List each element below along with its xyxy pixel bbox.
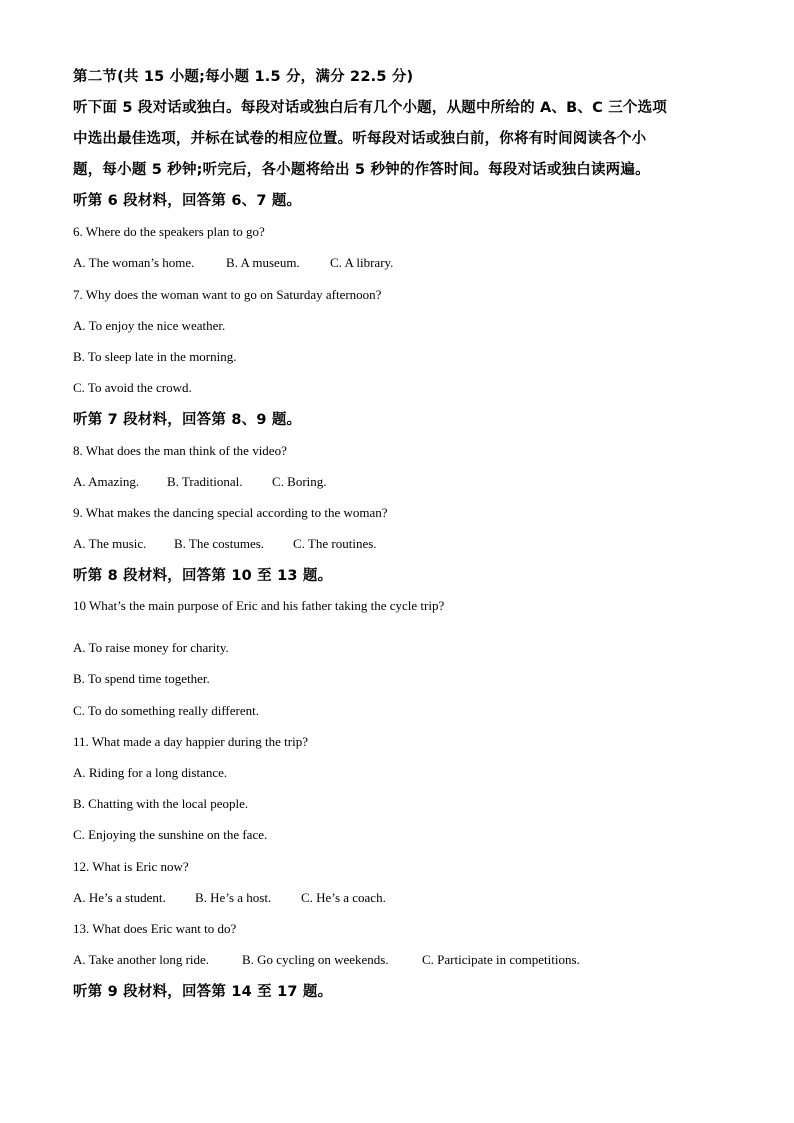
question-12-option-c[interactable]: C. He’s a coach. (301, 890, 386, 905)
group-header-8: 听第 8 段材料，回答第 10 至 13 题。 (73, 568, 333, 584)
question-13-option-a[interactable]: A. Take another long ride. (73, 952, 210, 967)
group-header-9: 听第 9 段材料，回答第 14 至 17 题。 (73, 984, 333, 1000)
question-6-option-c[interactable]: C. A library. (330, 255, 394, 270)
question-10-option-a[interactable]: A. To raise money for charity. (73, 640, 229, 655)
question-10-stem: 10 What’s the main purpose of Eric and his father taking the cycle trip? (73, 598, 445, 613)
question-13-options (73, 951, 580, 969)
question-6-option-a[interactable]: A. The woman’s home. (73, 255, 195, 270)
question-13-stem: 13. What does Eric want to do? (73, 921, 237, 936)
question-6-stem: 6. Where do the speakers plan to go? (73, 224, 265, 239)
question-12-option-a[interactable]: A. He’s a student. (73, 890, 166, 905)
question-13-option-c[interactable]: C. Participate in competitions. (422, 952, 580, 967)
question-9-option-c[interactable]: C. The routines. (293, 536, 377, 551)
question-12-option-b[interactable]: B. He’s a host. (195, 890, 272, 905)
group-header-6: 听第 6 段材料，回答第 6、7 题。 (73, 193, 302, 209)
question-8-options (73, 473, 327, 491)
instruction-line-2: 中选出最佳选项，并标在试卷的相应位置。听每段对话或独白前，你将有时间阅读各个小 (73, 131, 647, 147)
question-9-options (73, 535, 377, 553)
question-12-options (73, 889, 386, 907)
question-10-option-b[interactable]: B. To spend time together. (73, 671, 210, 686)
question-11-option-a[interactable]: A. Riding for a long distance. (73, 765, 228, 780)
instruction-line-3: 题，每小题 5 秒钟;听完后，各小题将给出 5 秒钟的作答时间。每段对话或独白读两遍。 (73, 162, 650, 178)
group-header-7: 听第 7 段材料，回答第 8、9 题。 (73, 412, 302, 428)
question-7-option-c[interactable]: C. To avoid the crowd. (73, 380, 192, 395)
question-11-stem: 11. What made a day happier during the trip? (73, 734, 309, 749)
question-7-option-b[interactable]: B. To sleep late in the morning. (73, 349, 237, 364)
question-11-option-b[interactable]: B. Chatting with the local people. (73, 796, 249, 811)
question-7-option-a[interactable]: A. To enjoy the nice weather. (73, 318, 226, 333)
question-11-option-c[interactable]: C. Enjoying the sunshine on the face. (73, 827, 268, 842)
question-10-option-c[interactable]: C. To do something really different. (73, 703, 259, 718)
question-7-stem: 7. Why does the woman want to go on Saturday afternoon? (73, 287, 382, 302)
question-8-option-b[interactable]: B. Traditional. (167, 474, 243, 489)
section-title: 第二节(共 15 小题;每小题 1.5 分，满分 22.5 分) (73, 69, 414, 85)
instruction-line-1: 听下面 5 段对话或独白。每段对话或独白后有几个小题，从题中所给的 A、B、C 三个选项 (73, 100, 667, 116)
question-8-stem: 8. What does the man think of the video? (73, 443, 287, 458)
question-6-options (73, 254, 393, 272)
question-13-option-b[interactable]: B. Go cycling on weekends. (242, 952, 389, 967)
question-6-option-b[interactable]: B. A museum. (226, 255, 300, 270)
question-8-option-a[interactable]: A. Amazing. (73, 474, 140, 489)
question-9-option-a[interactable]: A. The music. (73, 536, 147, 551)
question-12-stem: 12. What is Eric now? (73, 859, 189, 874)
question-9-option-b[interactable]: B. The costumes. (174, 536, 265, 551)
question-8-option-c[interactable]: C. Boring. (272, 474, 327, 489)
question-9-stem: 9. What makes the dancing special according to the woman? (73, 505, 388, 520)
